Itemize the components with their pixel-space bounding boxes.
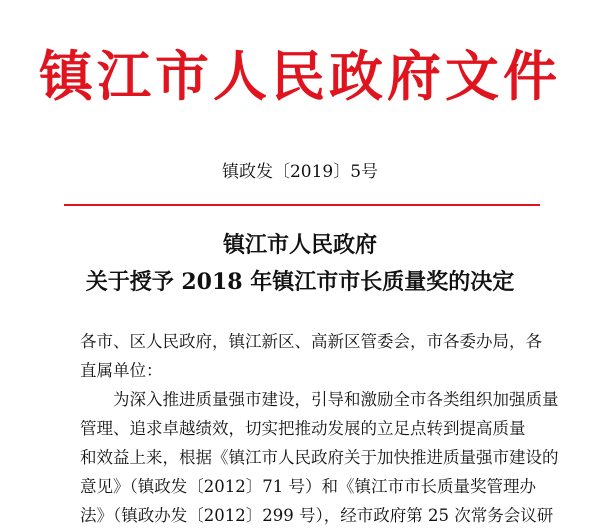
salutation-line: 直属单位：	[80, 361, 163, 380]
body-paragraph	[80, 385, 559, 530]
paragraph-line: 法》（镇政办发〔2012〕299 号），经市政府第 25 次常务会议研	[80, 506, 554, 525]
paragraph-line: 为深入推进质量强市建设，引导和激励全市各类组织加强质量	[113, 390, 559, 409]
red-divider-rule	[64, 204, 540, 206]
document-number: 镇政发〔2019〕5号	[221, 162, 379, 182]
paragraph-line: 意见》（镇政发〔2012〕71 号）和《镇江市市长质量奖管理办	[80, 477, 536, 496]
salutation	[80, 327, 542, 385]
paragraph-line: 和效益上来，根据《镇江市人民政府关于加快推进质量强市建设的	[80, 448, 559, 467]
masthead-title: 镇江市人民政府文件	[39, 44, 561, 108]
document-title-line-1: 镇江市人民政府	[222, 232, 377, 258]
salutation-line: 各市、区人民政府，镇江新区、高新区管委会，市各委办局，各	[80, 332, 542, 351]
paragraph-line: 管理、追求卓越绩效，切实把推动发展的立足点转到提高质量	[80, 419, 526, 438]
document-title-line-2: 关于授予 2018 年镇江市市长质量奖的决定	[85, 269, 515, 295]
